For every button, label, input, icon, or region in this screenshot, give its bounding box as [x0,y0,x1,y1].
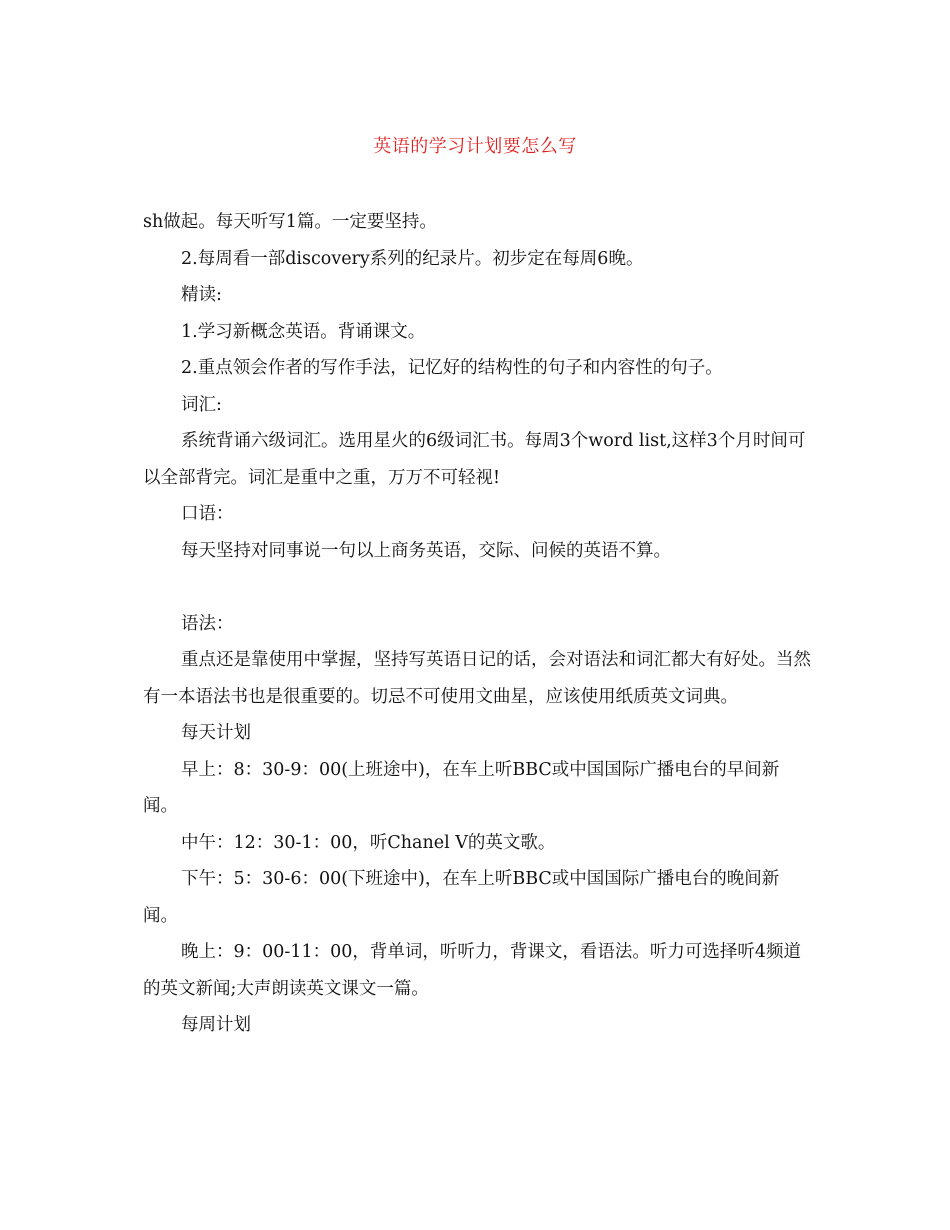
blank-line [143,569,813,606]
heading-daily-plan: 每天计划 [181,723,251,743]
document-title: 英语的学习计划要怎么写 [373,136,577,157]
heading-vocabulary: 词汇: [181,394,222,415]
paragraph-morning: 早上：8：30-9：00(上班途中)，在车上听BBC或中国国际广播电台的早间新闻。 [143,759,780,816]
paragraph-speaking: 每天坚持对同事说一句以上商务英语，交际、问候的英语不算。 [181,540,671,561]
heading-speaking: 口语： [181,504,234,524]
paragraph-grammar: 重点还是靠使用中掌握，坚持写英语日记的话，会对语法和词汇都大有好处。当然有一本语法书也是很重要的。切忌不可使用文曲星，应该使用纸质英文词典。 [143,650,811,707]
paragraph-vocabulary: 系统背诵六级词汇。选用星火的6级词汇书。每周3个word list,这样3个月时间可以全部背完。词汇是重中之重，万万不可轻视! [143,431,806,488]
paragraph-new-concept: 1.学习新概念英语。背诵课文。 [181,321,426,342]
heading-grammar: 语法： [181,613,234,634]
paragraph-writing-technique: 2.重点领会作者的写作手法，记忆好的结构性的句子和内容性的句子。 [181,358,723,378]
paragraph-noon: 中午：12：30-1：00，听Chanel V的英文歌。 [181,832,556,853]
document-body [143,204,813,1044]
paragraph-evening: 晚上：9：00-11：00，背单词，听听力，背课文，看语法。听力可选择听4频道的英文新闻;大声朗读英文课文一篇。 [143,942,801,999]
heading-intensive-reading: 精读: [181,285,222,305]
paragraph-dictation: sh做起。每天听写1篇。一定要坚持。 [143,212,437,232]
paragraph-discovery: 2.每周看一部discovery系列的纪录片。初步定在每周6晚。 [181,248,644,269]
paragraph-afternoon: 下午：5：30-6：00(下班途中)，在车上听BBC或中国国际广播电台的晚间新闻。 [143,869,780,926]
heading-weekly-plan: 每周计划 [181,1015,251,1035]
